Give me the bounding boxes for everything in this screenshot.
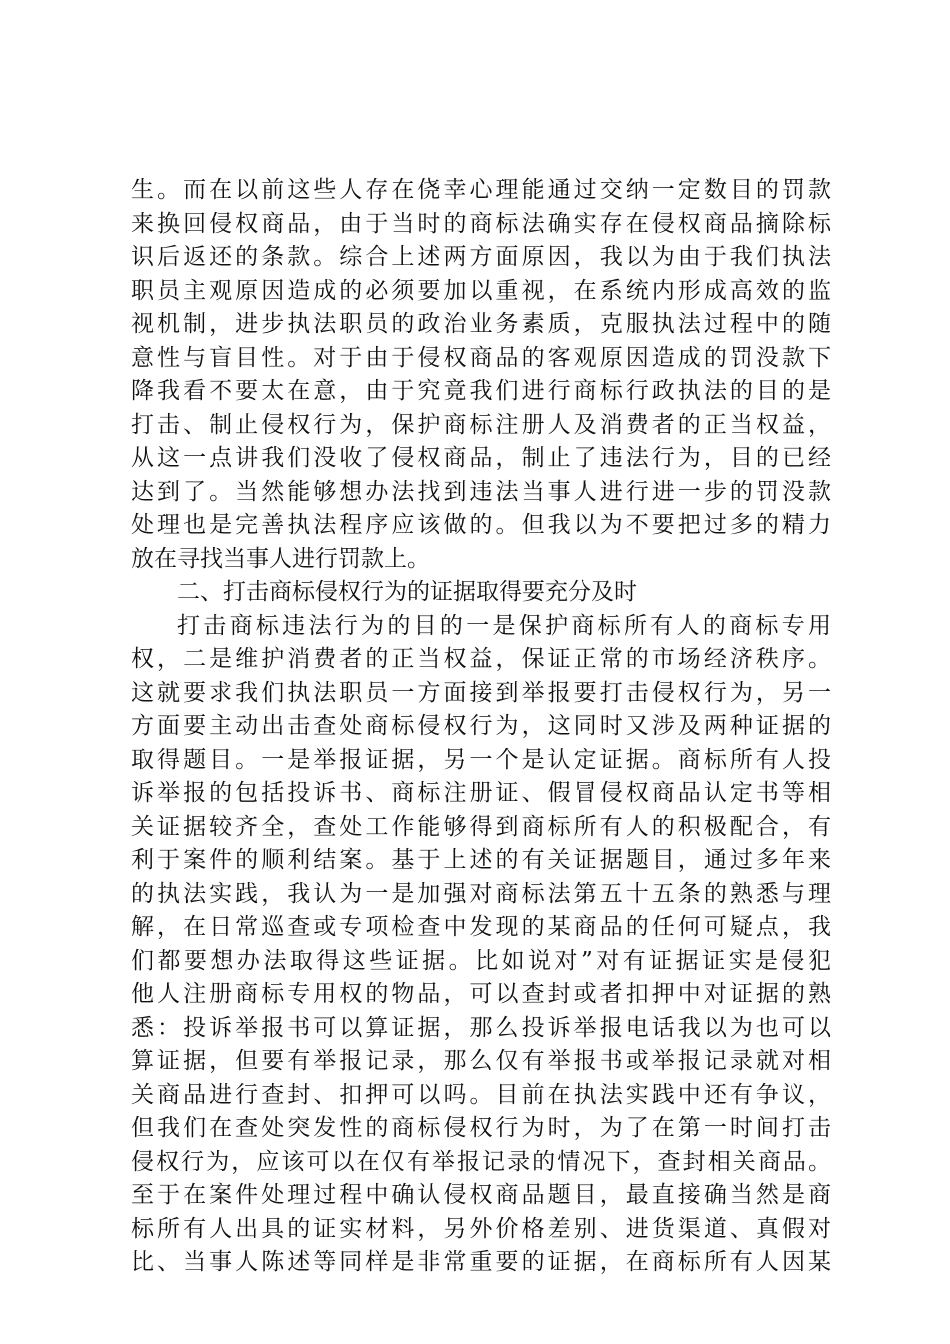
- paragraph-line: 诉举报的包括投诉书、商标注册证、假冒侵权商品认定书等相: [131, 780, 831, 806]
- paragraph-line: 侵权行为，应该可以在仅有举报记录的情况下，查封相关商品。: [131, 1148, 831, 1175]
- paragraph-line: 意性与盲目性。对于由于侵权商品的客观原因造成的罚没款下: [131, 344, 831, 371]
- paragraph-line: 至于在案件处理过程中确认侵权商品题目，最直接确当然是商: [131, 1182, 831, 1208]
- paragraph-line: 视机制，进步执法职员的政治业务素质，克服执法过程中的随: [131, 311, 831, 337]
- paragraph-line: 降我看不要太在意，由于究竟我们进行商标行政执法的目的是: [131, 378, 831, 404]
- paragraph-line: 来换回侵权商品，由于当时的商标法确实存在侵权商品摘除标: [131, 210, 831, 237]
- paragraph-line: 放在寻找当事人进行罚款上。: [131, 545, 430, 572]
- paragraph-line: 他人注册商标专用权的物品，可以查封或者扣押中对证据的熟: [131, 981, 831, 1007]
- paragraph-line: 取得题目。一是举报证据，另一个是认定证据。商标所有人投: [131, 746, 831, 773]
- paragraph-line: 打击、制止侵权行为，保护商标注册人及消费者的正当权益，: [131, 411, 831, 438]
- paragraph-line: 解，在日常巡查或专项检查中发现的某商品的任何可疑点，我: [131, 914, 831, 940]
- paragraph-line: 这就要求我们执法职员一方面接到举报要打击侵权行为，另一: [131, 679, 831, 706]
- paragraph-line: 识后返还的条款。综合上述两方面原因，我以为由于我们执法: [131, 244, 831, 270]
- paragraph-line: 悉：投诉举报书可以算证据，那么投诉举报电话我以为也可以: [131, 1014, 831, 1041]
- paragraph-line: 处理也是完善执法程序应该做的。但我以为不要把过多的精力: [131, 512, 831, 538]
- paragraph-line: 关商品进行查封、扣押可以吗。目前在执法实践中还有争议，: [131, 1081, 831, 1108]
- paragraph-line: 职员主观原因造成的必须要加以重视，在系统内形成高效的监: [131, 277, 831, 304]
- paragraph-line: 利于案件的顺利结案。基于上述的有关证据题目，通过多年来: [131, 847, 831, 873]
- paragraph-line: 但我们在查处突发性的商标侵权行为时，为了在第一时间打击: [131, 1115, 831, 1141]
- paragraph-line: 的执法实践，我认为一是加强对商标法第五十五条的熟悉与理: [131, 880, 831, 907]
- paragraph-line: 标所有人出具的证实材料，另外价格差别、进货渠道、真假对: [131, 1215, 831, 1242]
- section-heading: 二、打击商标侵权行为的证据取得要充分及时: [177, 579, 637, 605]
- paragraph-line: 达到了。当然能够想办法找到违法当事人进行进一步的罚没款: [131, 478, 831, 505]
- paragraph-line: 关证据较齐全，查处工作能够得到商标所有人的积极配合，有: [131, 813, 831, 840]
- paragraph-line: 权，二是维护消费者的正当权益，保证正常的市场经济秩序。: [131, 646, 831, 672]
- paragraph-line: 打击商标违法行为的目的一是保护商标所有人的商标专用: [177, 612, 831, 639]
- paragraph-line: 从这一点讲我们没收了侵权商品，制止了违法行为，目的已经: [131, 445, 831, 471]
- document-body: [131, 174, 831, 1280]
- paragraph-line: 算证据，但要有举报记录，那么仅有举报书或举报记录就对相: [131, 1048, 831, 1074]
- paragraph-line: 比、当事人陈述等同样是非常重要的证据，在商标所有人因某: [131, 1249, 831, 1275]
- paragraph-line: 们都要想办法取得这些证据。比如说对”对有证据证实是侵犯: [131, 947, 831, 974]
- paragraph-line: 生。而在以前这些人存在侥幸心理能通过交纳一定数目的罚款: [131, 177, 831, 203]
- paragraph-line: 方面要主动出击查处商标侵权行为，这同时又涉及两种证据的: [131, 713, 831, 739]
